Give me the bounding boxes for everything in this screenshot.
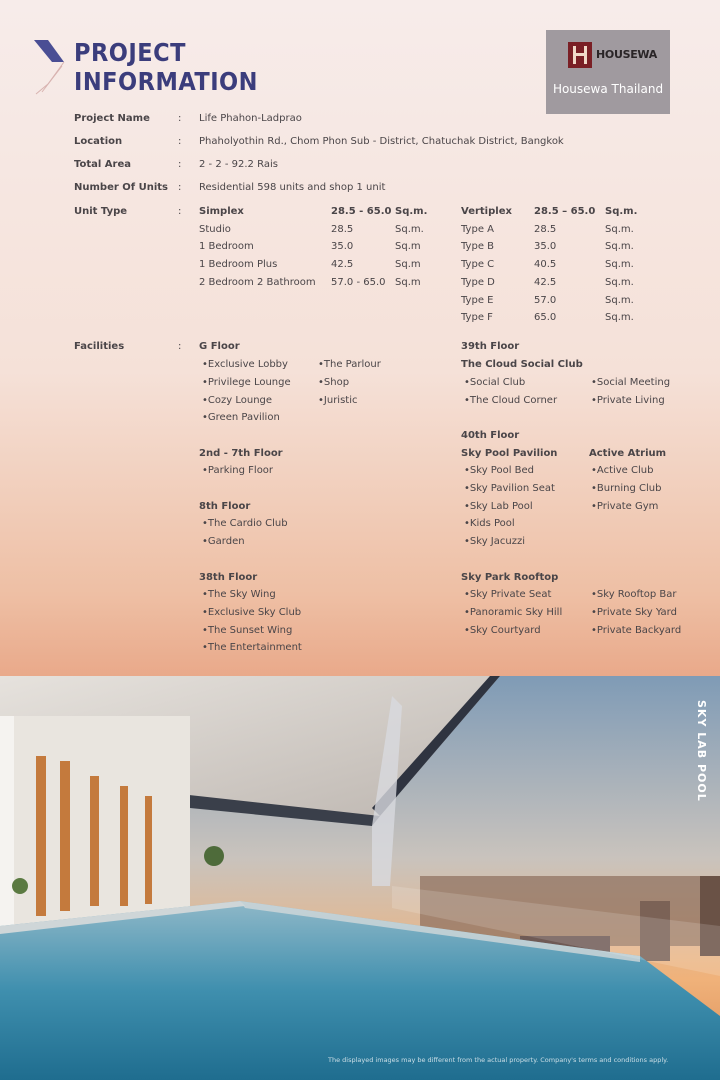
vertiplex-unit: Sq.m. <box>605 241 634 252</box>
facility-item: • Sky Pavilion Seat <box>464 483 555 494</box>
facility-item: • Social Meeting <box>591 377 670 388</box>
page-title <box>74 38 258 96</box>
vertiplex-type: Type D <box>461 277 495 288</box>
vertiplex-type: Type E <box>461 295 494 306</box>
floor-39-heading: 39th Floor <box>461 341 520 352</box>
facility-item: • Cozy Lounge <box>202 395 272 406</box>
facility-item: • Garden <box>202 536 245 547</box>
vertiplex-size: 65.0 <box>534 312 557 323</box>
title-line-1: PROJECT <box>74 38 186 67</box>
location-value: Phaholyothin Rd., Chom Phon Sub - District, Chatuchak District, Bangkok <box>199 136 564 147</box>
simplex-size: 35.0 <box>331 241 354 252</box>
photo-caption: SKY LAB POOL <box>695 700 708 802</box>
facility-item: • Sky Pool Bed <box>464 465 534 476</box>
facility-item: • Exclusive Lobby <box>202 359 288 370</box>
colon: : <box>178 159 182 170</box>
facility-item: • Kids Pool <box>464 518 515 529</box>
brand-badge <box>546 30 670 114</box>
vertiplex-header-unit: Sq.m. <box>605 206 638 217</box>
vertiplex-type: Type C <box>461 259 495 270</box>
facility-item: • Green Pavilion <box>202 412 280 423</box>
simplex-type: Studio <box>199 224 231 235</box>
location-label: Location <box>74 136 123 147</box>
project-name-label: Project Name <box>74 113 150 124</box>
colon: : <box>178 206 182 217</box>
vertiplex-type: Type A <box>461 224 494 235</box>
photo-disclaimer: The displayed images may be different from the actual property. Company's terms and conditions apply. <box>328 1056 669 1064</box>
units-value: Residential 598 units and shop 1 unit <box>199 182 386 193</box>
facility-item: • Panoramic Sky Hill <box>464 607 562 618</box>
unit-type-label: Unit Type <box>74 206 128 217</box>
colon: : <box>178 136 182 147</box>
facility-item: • Private Living <box>591 395 665 406</box>
sky-pool-pavilion-heading: Sky Pool Pavilion <box>461 448 558 459</box>
facility-item: • Parking Floor <box>202 465 273 476</box>
colon: : <box>178 182 182 193</box>
facility-item: • Private Sky Yard <box>591 607 677 618</box>
vertiplex-size: 40.5 <box>534 259 557 270</box>
vertiplex-header: Vertiplex <box>461 206 512 217</box>
vertiplex-header-range: 28.5 – 65.0 <box>534 206 596 217</box>
brand-logo-text: HOUSEWA <box>596 48 657 61</box>
facility-item: • Sky Jacuzzi <box>464 536 525 547</box>
cloud-club-heading: The Cloud Social Club <box>461 359 583 370</box>
facility-item: • Private Gym <box>591 501 658 512</box>
facility-item: • Sky Lab Pool <box>464 501 533 512</box>
simplex-unit: Sq.m <box>395 241 421 252</box>
simplex-type: 1 Bedroom <box>199 241 254 252</box>
facility-item: • Juristic <box>318 395 358 406</box>
simplex-unit: Sq.m <box>395 277 421 288</box>
simplex-header-range: 28.5 - 65.0 <box>331 206 392 217</box>
chevron-icon <box>34 40 68 96</box>
facility-item: • The Sky Wing <box>202 589 276 600</box>
floor-2-7-heading: 2nd - 7th Floor <box>199 448 283 459</box>
sky-park-rooftop-heading: Sky Park Rooftop <box>461 572 559 583</box>
simplex-header: Simplex <box>199 206 244 217</box>
floor-40-heading: 40th Floor <box>461 430 520 441</box>
sky-pool-photo <box>0 676 720 1080</box>
facility-item: • Social Club <box>464 377 525 388</box>
facility-item: • Burning Club <box>591 483 661 494</box>
vertiplex-unit: Sq.m. <box>605 312 634 323</box>
facility-item: • Active Club <box>591 465 653 476</box>
vertiplex-type: Type F <box>461 312 493 323</box>
active-atrium-heading: Active Atrium <box>589 448 667 459</box>
simplex-size: 57.0 - 65.0 <box>331 277 386 288</box>
housewa-logo-icon <box>568 42 592 68</box>
facilities-label: Facilities <box>74 341 125 352</box>
facility-item: • The Cardio Club <box>202 518 288 529</box>
vertiplex-unit: Sq.m. <box>605 277 634 288</box>
g-floor-heading: G Floor <box>199 341 240 352</box>
vertiplex-size: 28.5 <box>534 224 557 235</box>
facility-item: • Sky Courtyard <box>464 625 541 636</box>
units-label: Number Of Units <box>74 182 168 193</box>
facility-item: • The Parlour <box>318 359 381 370</box>
brand-name: Housewa Thailand <box>552 82 664 96</box>
simplex-size: 28.5 <box>331 224 354 235</box>
project-name-value: Life Phahon-Ladprao <box>199 113 302 124</box>
facility-item: • Private Backyard <box>591 625 681 636</box>
title-line-2: INFORMATION <box>74 67 258 96</box>
vertiplex-type: Type B <box>461 241 495 252</box>
vertiplex-size: 57.0 <box>534 295 557 306</box>
vertiplex-size: 35.0 <box>534 241 557 252</box>
vertiplex-unit: Sq.m. <box>605 295 634 306</box>
simplex-type: 2 Bedroom 2 Bathroom <box>199 277 316 288</box>
simplex-header-unit: Sq.m. <box>395 206 428 217</box>
facility-item: • Shop <box>318 377 349 388</box>
vertiplex-size: 42.5 <box>534 277 557 288</box>
total-area-label: Total Area <box>74 159 132 170</box>
total-area-value: 2 - 2 - 92.2 Rais <box>199 159 278 170</box>
simplex-unit: Sq.m <box>395 259 421 270</box>
facility-item: • The Cloud Corner <box>464 395 557 406</box>
facility-item: • Sky Rooftop Bar <box>591 589 677 600</box>
facility-item: • Privilege Lounge <box>202 377 291 388</box>
vertiplex-unit: Sq.m. <box>605 224 634 235</box>
simplex-type: 1 Bedroom Plus <box>199 259 278 270</box>
floor-38-heading: 38th Floor <box>199 572 258 583</box>
facility-item: • The Entertainment <box>202 642 302 653</box>
simplex-unit: Sq.m. <box>395 224 424 235</box>
facility-item: • Exclusive Sky Club <box>202 607 301 618</box>
facility-item: • Sky Private Seat <box>464 589 551 600</box>
vertiplex-unit: Sq.m. <box>605 259 634 270</box>
colon: : <box>178 113 182 124</box>
facility-item: • The Sunset Wing <box>202 625 292 636</box>
colon: : <box>178 341 182 352</box>
floor-8-heading: 8th Floor <box>199 501 251 512</box>
simplex-size: 42.5 <box>331 259 354 270</box>
